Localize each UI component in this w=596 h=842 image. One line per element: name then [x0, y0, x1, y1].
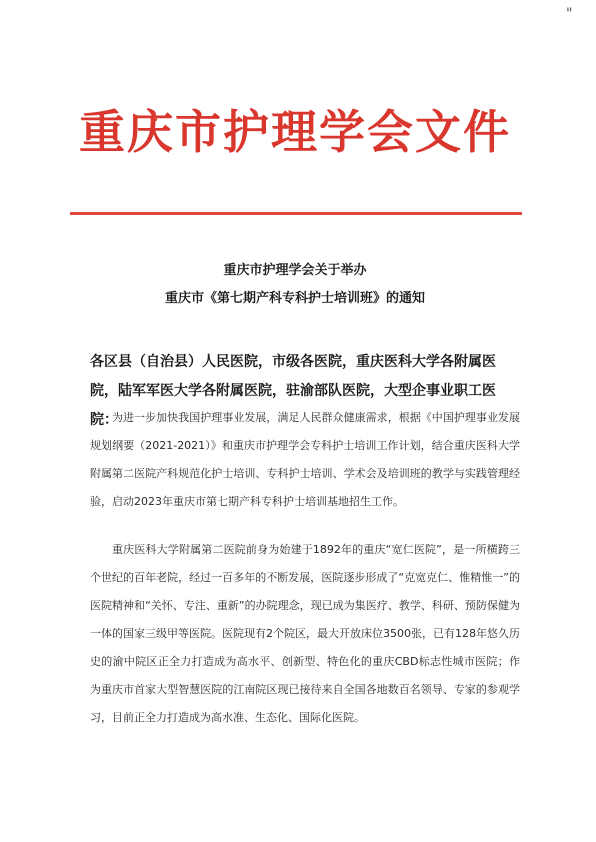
- corner-mark: ": [566, 6, 573, 22]
- masthead-divider: [70, 212, 522, 215]
- body-paragraph-1: 为进一步加快我国护理事业发展，满足人民群众健康需求，根据《中国护理事业发展规划纲要（2021-2021）》和重庆市护理学会专科护士培训工作计划，结合重庆医科大学附属第二医院产科规范化护士培训、专科护士培训、学术会及培训班的教学与实践管理经验，启动2023年重庆市第七期产科专科护士培训基地招生工作。: [90, 411, 520, 508]
- document-title-line1: 重庆市护理学会关于举办: [223, 263, 367, 278]
- addressee: 各区县（自治县）人民医院，市级各医院，重庆医科大学各附属医院，陆军军医大学各附属医院，驻渝部队医院，大型企事业职工医院：: [90, 354, 496, 428]
- masthead-title: 重庆市护理学会文件: [79, 105, 511, 159]
- body-paragraph-2: 重庆医科大学附属第二医院前身为始建于1892年的重庆“宽仁医院”，是一所横跨三个世纪的百年老院，经过一百多年的不断发展，医院逐步形成了“克宽克仁、惟精惟一”的医院精神和“关怀、专注、重新”的办院理念，现已成为集医疗、教学、科研、预防保健为一体的国家三级甲等医院。医院现有2个院区，最大开放床位3500张，已有128年悠久历史的渝中院区正全力打造成为高水平、创新型、特色化的重庆CBD标志性城市医院；作为重庆市首家大型智慧医院的江南院区现已接待来自全国各地数百名领导、专家的参观学习，目前正全力打造成为高水准、生态化、国际化医院。: [90, 543, 520, 724]
- document-title-line2: 重庆市《第七期产科专科护士培训班》的通知: [164, 291, 425, 306]
